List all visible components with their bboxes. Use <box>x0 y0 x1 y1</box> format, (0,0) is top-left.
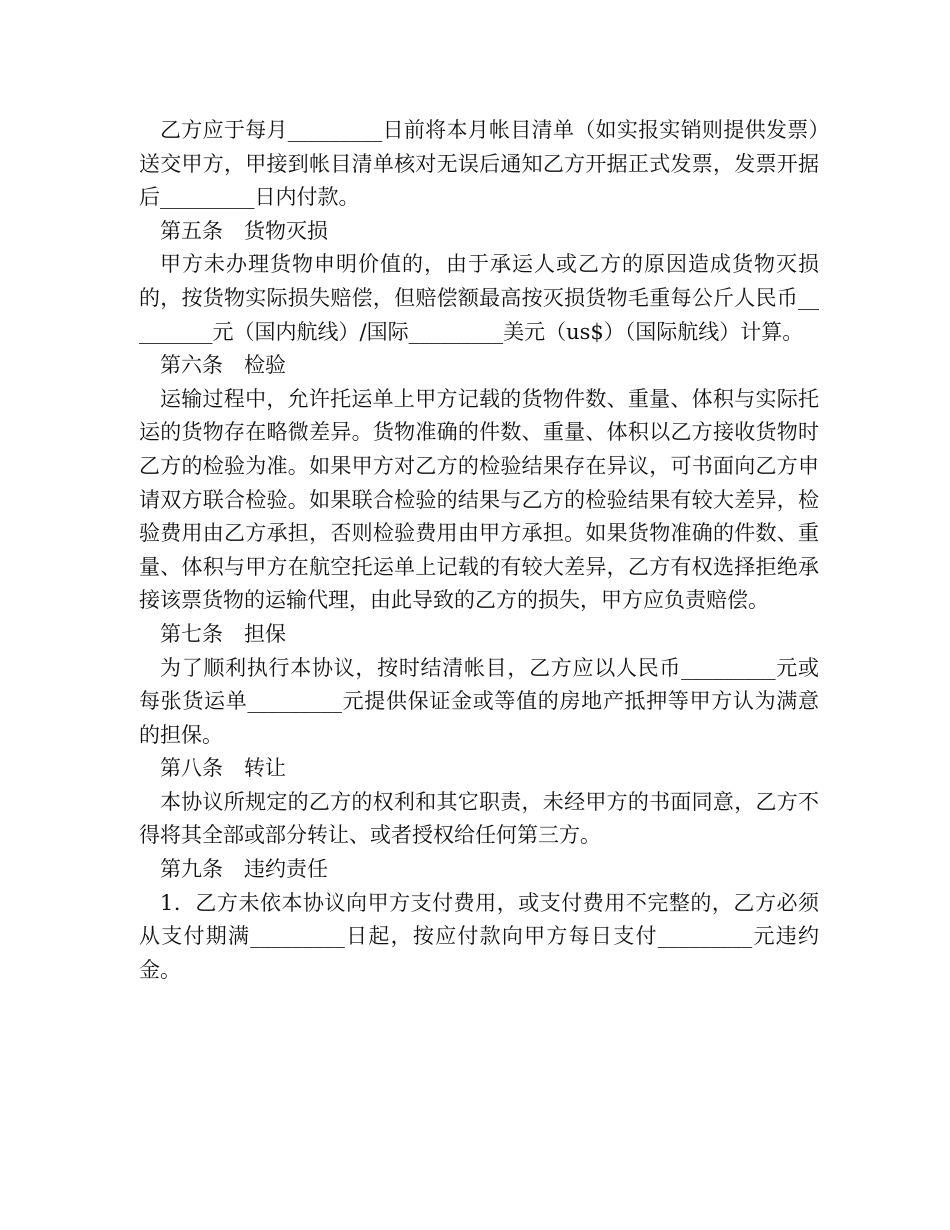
article-5-heading: 第五条 货物灭损 <box>160 218 328 243</box>
article-6-heading: 第六条 检验 <box>160 353 286 378</box>
paragraph-transfer: 本协议所规定的乙方的权利和其它职责，未经甲方的书面同意，乙方不得将其全部或部分转让、或者授权给任何第三方。 <box>139 789 819 848</box>
paragraph-guarantee: 为了顺利执行本协议，按时结清帐目，乙方应以人民币_________元或每张货运单_________元提供保证金或等值的房地产抵押等甲方认为满意的担保。 <box>139 655 819 747</box>
paragraph-cargo-loss: 甲方未办理货物申明价值的，由于承运人或乙方的原因造成货物灭损的，按货物实际损失赔偿，但赔偿额最高按灭损货物毛重每公斤人民币_________元（国内航线）/国际_________美元（us$）（国际航线）计算。 <box>139 252 819 344</box>
document-body <box>139 114 819 987</box>
article-9-heading: 第九条 违约责任 <box>160 857 328 882</box>
article-7-heading: 第七条 担保 <box>160 621 286 646</box>
paragraph-inspection: 运输过程中，允许托运单上甲方记载的货物件数、重量、体积与实际托运的货物存在略微差异。货物准确的件数、重量、体积以乙方接收货物时乙方的检验为准。如果甲方对乙方的检验结果存在异议，可书面向乙方申请双方联合检验。如果联合检验的结果与乙方的检验结果有较大差异，检验费用由乙方承担，否则检验费用由甲方承担。如果货物准确的件数、重量、体积与甲方在航空托运单上记载的有较大差异，乙方有权选择拒绝承接该票货物的运输代理，由此导致的乙方的损失，甲方应负责赔偿。 <box>139 386 819 613</box>
article-8-heading: 第八条 转让 <box>160 756 286 781</box>
paragraph-liability-1: 1．乙方未依本协议向甲方支付费用，或支付费用不完整的，乙方必须从支付期满_________日起，按应付款向甲方每日支付_________元违约金。 <box>139 890 819 982</box>
paragraph-payment-terms: 乙方应于每月_________日前将本月帐目清单（如实报实销则提供发票）送交甲方，甲接到帐目清单核对无误后通知乙方开据正式发票，发票开据后_________日内付款。 <box>139 118 819 210</box>
